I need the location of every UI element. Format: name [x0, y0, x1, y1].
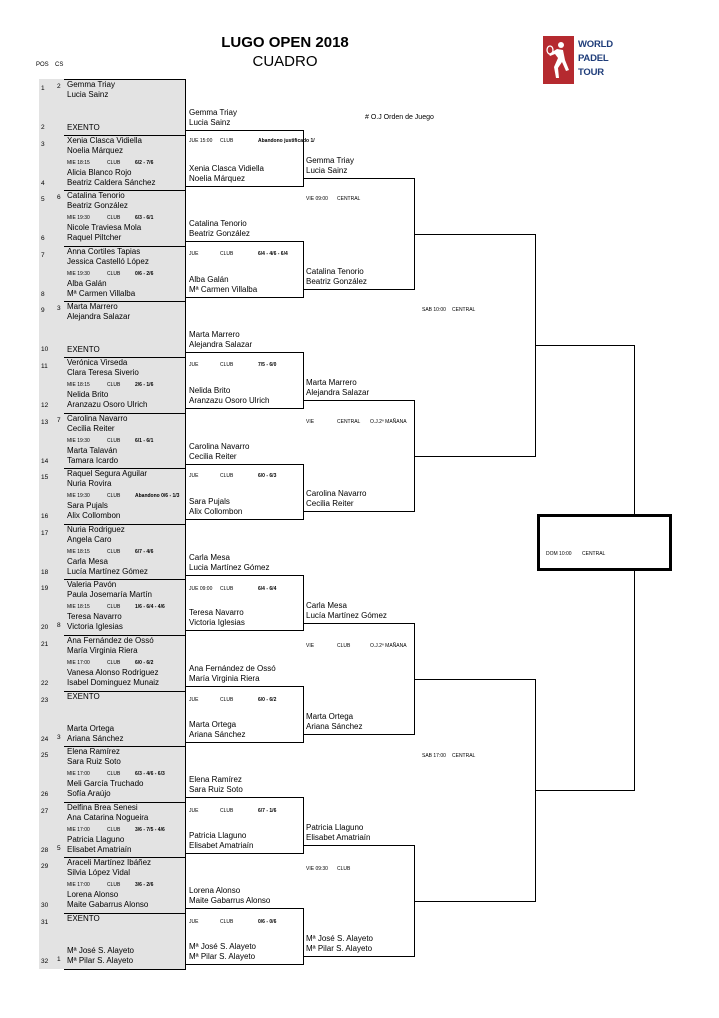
match-result: 6/7 - 1/6: [258, 808, 277, 814]
player-name: Alix Collombon: [67, 511, 121, 520]
player-name: Isabel Dominguez Munaiz: [67, 678, 160, 687]
player-name: Marta Marrero: [189, 330, 240, 339]
player-name: Raquel Segura Aguilar: [67, 469, 148, 478]
r2-line: [186, 908, 304, 909]
player-name: Catalina Tenorio: [189, 219, 247, 228]
player-name: Elena Ramírez: [189, 775, 242, 784]
r2-line: [186, 408, 304, 409]
sf-line: [535, 345, 635, 346]
match-result: 0/6 - 2/6: [135, 271, 154, 277]
r1-connector: [185, 746, 186, 803]
player-name: Alicia Blanco Rojo: [67, 168, 132, 177]
r3-line: [303, 623, 415, 624]
final-court: CENTRAL: [582, 551, 606, 557]
player-name: Gemma Triay: [189, 108, 238, 117]
seed-position: 17: [41, 530, 49, 537]
r1-connector: [185, 524, 186, 581]
match-day: VIE 09:30: [306, 866, 328, 872]
seed-position: 21: [41, 641, 49, 648]
player-name: Tamara Icardo: [67, 456, 119, 465]
final-connector: [634, 571, 635, 791]
player-name: Valeria Pavón: [67, 580, 117, 589]
player-name: Sara Pujals: [67, 501, 108, 510]
seed-cs: 1: [57, 956, 61, 963]
player-name: Xenia Clasca Vidiella: [189, 164, 265, 173]
r1-connector: [185, 468, 186, 525]
match-result: Abandono justificado 1/: [258, 138, 315, 144]
match-court: CLUB: [107, 604, 121, 610]
player-name: Patricia Llaguno: [189, 831, 247, 840]
player-name: Meli García Truchado: [67, 779, 144, 788]
r1-connector: [185, 913, 186, 970]
seed-position: 19: [41, 585, 49, 592]
player-name: Lucía Martínez Gómez: [67, 567, 148, 576]
match-result: 6/3 - 6/1: [135, 215, 154, 221]
player-name: Marta Marrero: [306, 378, 357, 387]
match-court: CLUB: [220, 138, 234, 144]
world-padel-tour-logo: [543, 36, 624, 84]
player-name: Noelia Márquez: [189, 174, 246, 183]
sf-line: [535, 790, 635, 791]
player-name: Jessica Castelló López: [67, 257, 149, 266]
padel-player-icon: [543, 36, 574, 84]
player-name: Mª Pilar S. Alayeto: [189, 952, 256, 961]
seed-position: 13: [41, 419, 49, 426]
player-name: Alba Galán: [189, 275, 229, 284]
match-day: MIE 17:00: [67, 771, 90, 777]
player-name: Nicole Traviesa Mola: [67, 223, 142, 232]
player-name: Mª Pilar S. Alayeto: [306, 944, 373, 953]
player-name: Sara Ruiz Soto: [67, 757, 121, 766]
player-name: Verónica Virseda: [67, 358, 128, 367]
match-court: CLUB: [107, 827, 121, 833]
match-court: CLUB: [337, 866, 351, 872]
seed-position: 1: [41, 85, 45, 92]
final-day: DOM 10:00: [546, 551, 572, 557]
player-name: Mª Carmen Villalba: [189, 285, 258, 294]
player-name: Cecilia Reiter: [189, 452, 237, 461]
seed-position: 22: [41, 680, 49, 687]
player-name: Beatriz González: [189, 229, 250, 238]
match-court: CLUB: [220, 586, 234, 592]
match-day: JUE: [189, 919, 199, 925]
seed-position: 6: [41, 235, 45, 242]
player-name: EXENTO: [67, 345, 100, 354]
r1-connector: [185, 301, 186, 358]
qf-line: [414, 234, 536, 235]
seed-position: 20: [41, 624, 49, 631]
player-name: Elisabet Amatriaín: [67, 845, 132, 854]
match-result: 6/4 - 6/4: [258, 586, 277, 592]
match-day: MIE 17:00: [67, 882, 90, 888]
r2-line: [186, 853, 304, 854]
match-day: JUE: [189, 697, 199, 703]
player-name: Lucia Martínez Gómez: [189, 563, 270, 572]
player-name: Sara Ruiz Soto: [189, 785, 243, 794]
r2-line: [186, 575, 304, 576]
player-name: Maite Gabarrus Alonso: [189, 896, 271, 905]
seed-position: 15: [41, 474, 49, 481]
player-name: Gemma Triay: [67, 80, 116, 89]
match-court: CENTRAL: [452, 307, 476, 313]
seed-position: 24: [41, 736, 49, 743]
player-name: Paula Josemaría Martín: [67, 590, 152, 599]
match-court: CLUB: [107, 493, 121, 499]
r1-connector: [185, 802, 186, 859]
r1-connector: [185, 135, 186, 192]
player-name: Lorena Alonso: [189, 886, 241, 895]
logo-line-1: WORLD: [578, 39, 613, 50]
r3-line: [303, 734, 415, 735]
match-result: 1/6 - 6/4 - 4/6: [135, 604, 165, 610]
seed-position: 9: [41, 307, 45, 314]
player-name: Alejandra Salazar: [306, 388, 370, 397]
r3-line: [303, 511, 415, 512]
match-court: CLUB: [337, 643, 351, 649]
match-court: CLUB: [220, 697, 234, 703]
player-name: Elena Ramírez: [67, 747, 120, 756]
r1-connector: [185, 413, 186, 470]
r3-line: [303, 845, 415, 846]
final-connector: [634, 345, 635, 514]
r1-connector: [185, 857, 186, 914]
final-match-box: [537, 514, 672, 571]
player-name: Marta Ortega: [189, 720, 237, 729]
seed-cs: 5: [57, 845, 61, 852]
player-name: Marta Marrero: [67, 302, 118, 311]
match-result: 6/3 - 4/6 - 6/3: [135, 771, 165, 777]
seed-position: 14: [41, 458, 49, 465]
match-result: 6/1 - 6/1: [135, 438, 154, 444]
match-day: VIE: [306, 419, 315, 425]
player-name: Marta Talaván: [67, 446, 118, 455]
match-day: SAB 10:00: [422, 307, 446, 313]
match-court: CLUB: [107, 382, 121, 388]
cs-column-header: CS: [55, 62, 64, 68]
match-court: CLUB: [220, 251, 234, 257]
player-name: Ariana Sánchez: [67, 734, 124, 743]
r1-connector: [185, 246, 186, 303]
player-name: Delfina Brea Senesi: [67, 803, 138, 812]
match-day: MIE 18:15: [67, 160, 90, 166]
seed-position: 28: [41, 847, 49, 854]
match-court: CLUB: [107, 549, 121, 555]
seed-cs: 2: [57, 83, 61, 90]
player-name: Carolina Navarro: [189, 442, 250, 451]
match-day: JUE 15:00: [189, 138, 213, 144]
seed-position: 30: [41, 902, 49, 909]
player-name: Sofía Araújo: [67, 789, 111, 798]
player-name: María Virginia Riera: [189, 674, 260, 683]
match-court: CLUB: [107, 660, 121, 666]
pos-column-header: POS: [36, 62, 49, 68]
match-court: CENTRAL: [337, 196, 361, 202]
match-court: CLUB: [107, 271, 121, 277]
player-name: Elisabet Amatriaín: [189, 841, 254, 850]
player-name: Teresa Navarro: [67, 612, 122, 621]
r3-line: [303, 956, 415, 957]
player-name: Alix Collombon: [189, 507, 243, 516]
match-result: 3/6 - 2/6: [135, 882, 154, 888]
match-result: 2/6 - 1/6: [135, 382, 154, 388]
order-of-play-note: # O.J Orden de Juego: [365, 114, 434, 121]
player-name: Victoria Iglesias: [67, 622, 123, 631]
r2-line: [186, 297, 304, 298]
match-order: O.J.2º MAÑANA: [370, 643, 407, 649]
match-result: 3/6 - 7/5 - 4/6: [135, 827, 165, 833]
match-court: CENTRAL: [337, 419, 361, 425]
r2-line: [186, 742, 304, 743]
player-name: Marta Ortega: [67, 724, 115, 733]
player-name: Ariana Sánchez: [189, 730, 246, 739]
player-name: Anna Cortiles Tapias: [67, 247, 141, 256]
player-name: Mª José S. Alayeto: [189, 942, 256, 951]
player-name: Beatriz González: [306, 277, 367, 286]
seed-cs: 8: [57, 622, 61, 629]
seed-position: 32: [41, 958, 49, 965]
match-day: VIE 09:00: [306, 196, 328, 202]
player-name: María Virginia Riera: [67, 646, 138, 655]
r3-line: [303, 400, 415, 401]
player-name: Nelida Brito: [189, 386, 231, 395]
player-name: Lucia Sainz: [306, 166, 348, 175]
r2-line: [186, 352, 304, 353]
player-name: Carla Mesa: [306, 601, 347, 610]
match-day: VIE: [306, 643, 315, 649]
match-result: 6/7 - 4/6: [135, 549, 154, 555]
match-result: 6/0 - 6/2: [258, 697, 277, 703]
player-name: Mª José S. Alayeto: [306, 934, 373, 943]
r1-connector: [185, 635, 186, 692]
r1-bottom-line: [64, 969, 186, 970]
seed-position: 29: [41, 863, 49, 870]
player-name: Alejandra Salazar: [189, 340, 253, 349]
match-day: MIE 18:15: [67, 382, 90, 388]
match-result: 7/5 - 6/0: [258, 362, 277, 368]
r2-line: [186, 519, 304, 520]
seed-position: 2: [41, 124, 45, 131]
match-day: MIE 19:30: [67, 215, 90, 221]
seed-position: 31: [41, 919, 49, 926]
player-name: Mª José S. Alayeto: [67, 946, 134, 955]
match-result: 6/2 - 7/6: [135, 160, 154, 166]
player-name: Ariana Sánchez: [306, 722, 363, 731]
match-court: CLUB: [107, 160, 121, 166]
player-name: EXENTO: [67, 123, 100, 132]
match-court: CENTRAL: [452, 753, 476, 759]
player-name: Maite Gabarrus Alonso: [67, 900, 149, 909]
player-name: Raquel Piltcher: [67, 233, 122, 242]
seed-cs: 7: [57, 417, 61, 424]
match-day: SAB 17:00: [422, 753, 446, 759]
r1-connector: [185, 357, 186, 414]
match-day: JUE: [189, 473, 199, 479]
player-name: Cecilia Reiter: [306, 499, 354, 508]
player-name: Lucía Martínez Gómez: [306, 611, 387, 620]
match-day: MIE 18:15: [67, 604, 90, 610]
player-name: Ana Fernández de Ossó: [67, 636, 154, 645]
player-name: EXENTO: [67, 692, 100, 701]
logo-line-3: TOUR: [578, 67, 604, 78]
player-name: Carolina Navarro: [306, 489, 367, 498]
match-order: O.J.2º MAÑANA: [370, 419, 407, 425]
player-name: Nelida Brito: [67, 390, 109, 399]
player-name: Mª Carmen Villalba: [67, 289, 136, 298]
player-name: Xenia Clasca Vidiella: [67, 136, 143, 145]
r2-line: [186, 686, 304, 687]
page-subtitle: CUADRO: [252, 53, 318, 70]
match-day: MIE 19:30: [67, 493, 90, 499]
player-name: Teresa Navarro: [189, 608, 244, 617]
player-name: Alba Galán: [67, 279, 107, 288]
seed-cs: 3: [57, 734, 61, 741]
logo-line-2: PADEL: [578, 53, 609, 64]
seed-position: 11: [41, 363, 48, 370]
player-name: Catalina Tenorio: [306, 267, 364, 276]
r2-line: [186, 241, 304, 242]
seed-position: 3: [41, 141, 45, 148]
match-day: MIE 17:00: [67, 660, 90, 666]
page-title: LUGO OPEN 2018: [221, 34, 349, 51]
player-name: Silvia López Vidal: [67, 868, 131, 877]
r2-line: [186, 964, 304, 965]
player-name: Araceli Martínez Ibáñez: [67, 858, 152, 867]
player-name: Ana Catarina Nogueira: [67, 813, 149, 822]
player-name: Lucia Sainz: [67, 90, 109, 99]
match-day: JUE: [189, 362, 199, 368]
player-name: Lorena Alonso: [67, 890, 119, 899]
r1-connector: [185, 79, 186, 136]
match-court: CLUB: [107, 215, 121, 221]
player-name: Mª Pilar S. Alayeto: [67, 956, 134, 965]
match-court: CLUB: [220, 919, 234, 925]
player-name: Carolina Navarro: [67, 414, 128, 423]
seed-position: 25: [41, 752, 49, 759]
match-result: Abandono 0/6 - 1/3: [135, 493, 180, 499]
match-court: CLUB: [220, 808, 234, 814]
match-result: 6/0 - 6/3: [258, 473, 277, 479]
seed-position: 18: [41, 569, 49, 576]
player-name: Sara Pujals: [189, 497, 230, 506]
qf-line: [414, 901, 536, 902]
seed-position: 4: [41, 180, 45, 187]
match-day: JUE: [189, 251, 199, 257]
r2-line: [186, 186, 304, 187]
r1-connector: [185, 579, 186, 636]
player-name: Carla Mesa: [67, 557, 108, 566]
r2-line: [186, 630, 304, 631]
player-name: Nuria Rodriguez: [67, 525, 125, 534]
qf-line: [414, 679, 536, 680]
player-name: EXENTO: [67, 914, 100, 923]
player-name: Aranzazu Osoro Ulrich: [189, 396, 270, 405]
r3-line: [303, 289, 415, 290]
player-name: Lucia Sainz: [189, 118, 231, 127]
match-day: MIE 19:30: [67, 438, 90, 444]
seed-position: 7: [41, 252, 45, 259]
match-day: MIE 18:15: [67, 549, 90, 555]
match-day: JUE: [189, 808, 199, 814]
player-name: Noelia Márquez: [67, 146, 124, 155]
match-court: CLUB: [220, 362, 234, 368]
seed-position: 27: [41, 808, 49, 815]
player-name: Alejandra Salazar: [67, 312, 131, 321]
match-result: 6/0 - 6/2: [135, 660, 154, 666]
player-name: Carla Mesa: [189, 553, 230, 562]
seed-cs: 3: [57, 305, 61, 312]
match-court: CLUB: [107, 438, 121, 444]
match-day: JUE 09:00: [189, 586, 213, 592]
r1-connector: [185, 691, 186, 748]
player-name: Marta Ortega: [306, 712, 354, 721]
match-day: MIE 19:30: [67, 271, 90, 277]
qf-line: [414, 456, 536, 457]
match-result: 0/6 - 0/6: [258, 919, 277, 925]
seed-position: 26: [41, 791, 49, 798]
match-day: MIE 17:00: [67, 827, 90, 833]
player-name: Elisabet Amatriaín: [306, 833, 371, 842]
player-name: Victoria Iglesias: [189, 618, 245, 627]
player-name: Vanesa Alonso Rodriguez: [67, 668, 159, 677]
match-result: 6/4 - 4/6 - 6/4: [258, 251, 288, 257]
player-name: Aranzazu Osoro Ulrich: [67, 400, 148, 409]
player-name: Patricia Llaguno: [67, 835, 125, 844]
r2-line: [186, 797, 304, 798]
player-name: Beatriz González: [67, 201, 128, 210]
player-name: Clara Teresa Siverio: [67, 368, 139, 377]
seed-position: 16: [41, 513, 49, 520]
player-name: Patricia Llaguno: [306, 823, 364, 832]
player-name: Cecilia Reiter: [67, 424, 115, 433]
match-court: CLUB: [107, 882, 121, 888]
r3-line: [303, 178, 415, 179]
player-name: Nuria Rovira: [67, 479, 112, 488]
r2-line: [186, 464, 304, 465]
player-name: Angela Caro: [67, 535, 112, 544]
player-name: Catalina Tenorio: [67, 191, 125, 200]
seed-cs: 6: [57, 194, 61, 201]
player-name: Gemma Triay: [306, 156, 355, 165]
r2-line: [186, 130, 304, 131]
seed-position: 23: [41, 697, 49, 704]
player-name: Ana Fernández de Ossó: [189, 664, 276, 673]
player-name: Beatriz Caldera Sánchez: [67, 178, 156, 187]
seed-position: 10: [41, 346, 49, 353]
match-court: CLUB: [220, 473, 234, 479]
seed-position: 5: [41, 196, 45, 203]
seed-position: 12: [41, 402, 49, 409]
match-court: CLUB: [107, 771, 121, 777]
seed-position: 8: [41, 291, 45, 298]
r1-connector: [185, 190, 186, 247]
